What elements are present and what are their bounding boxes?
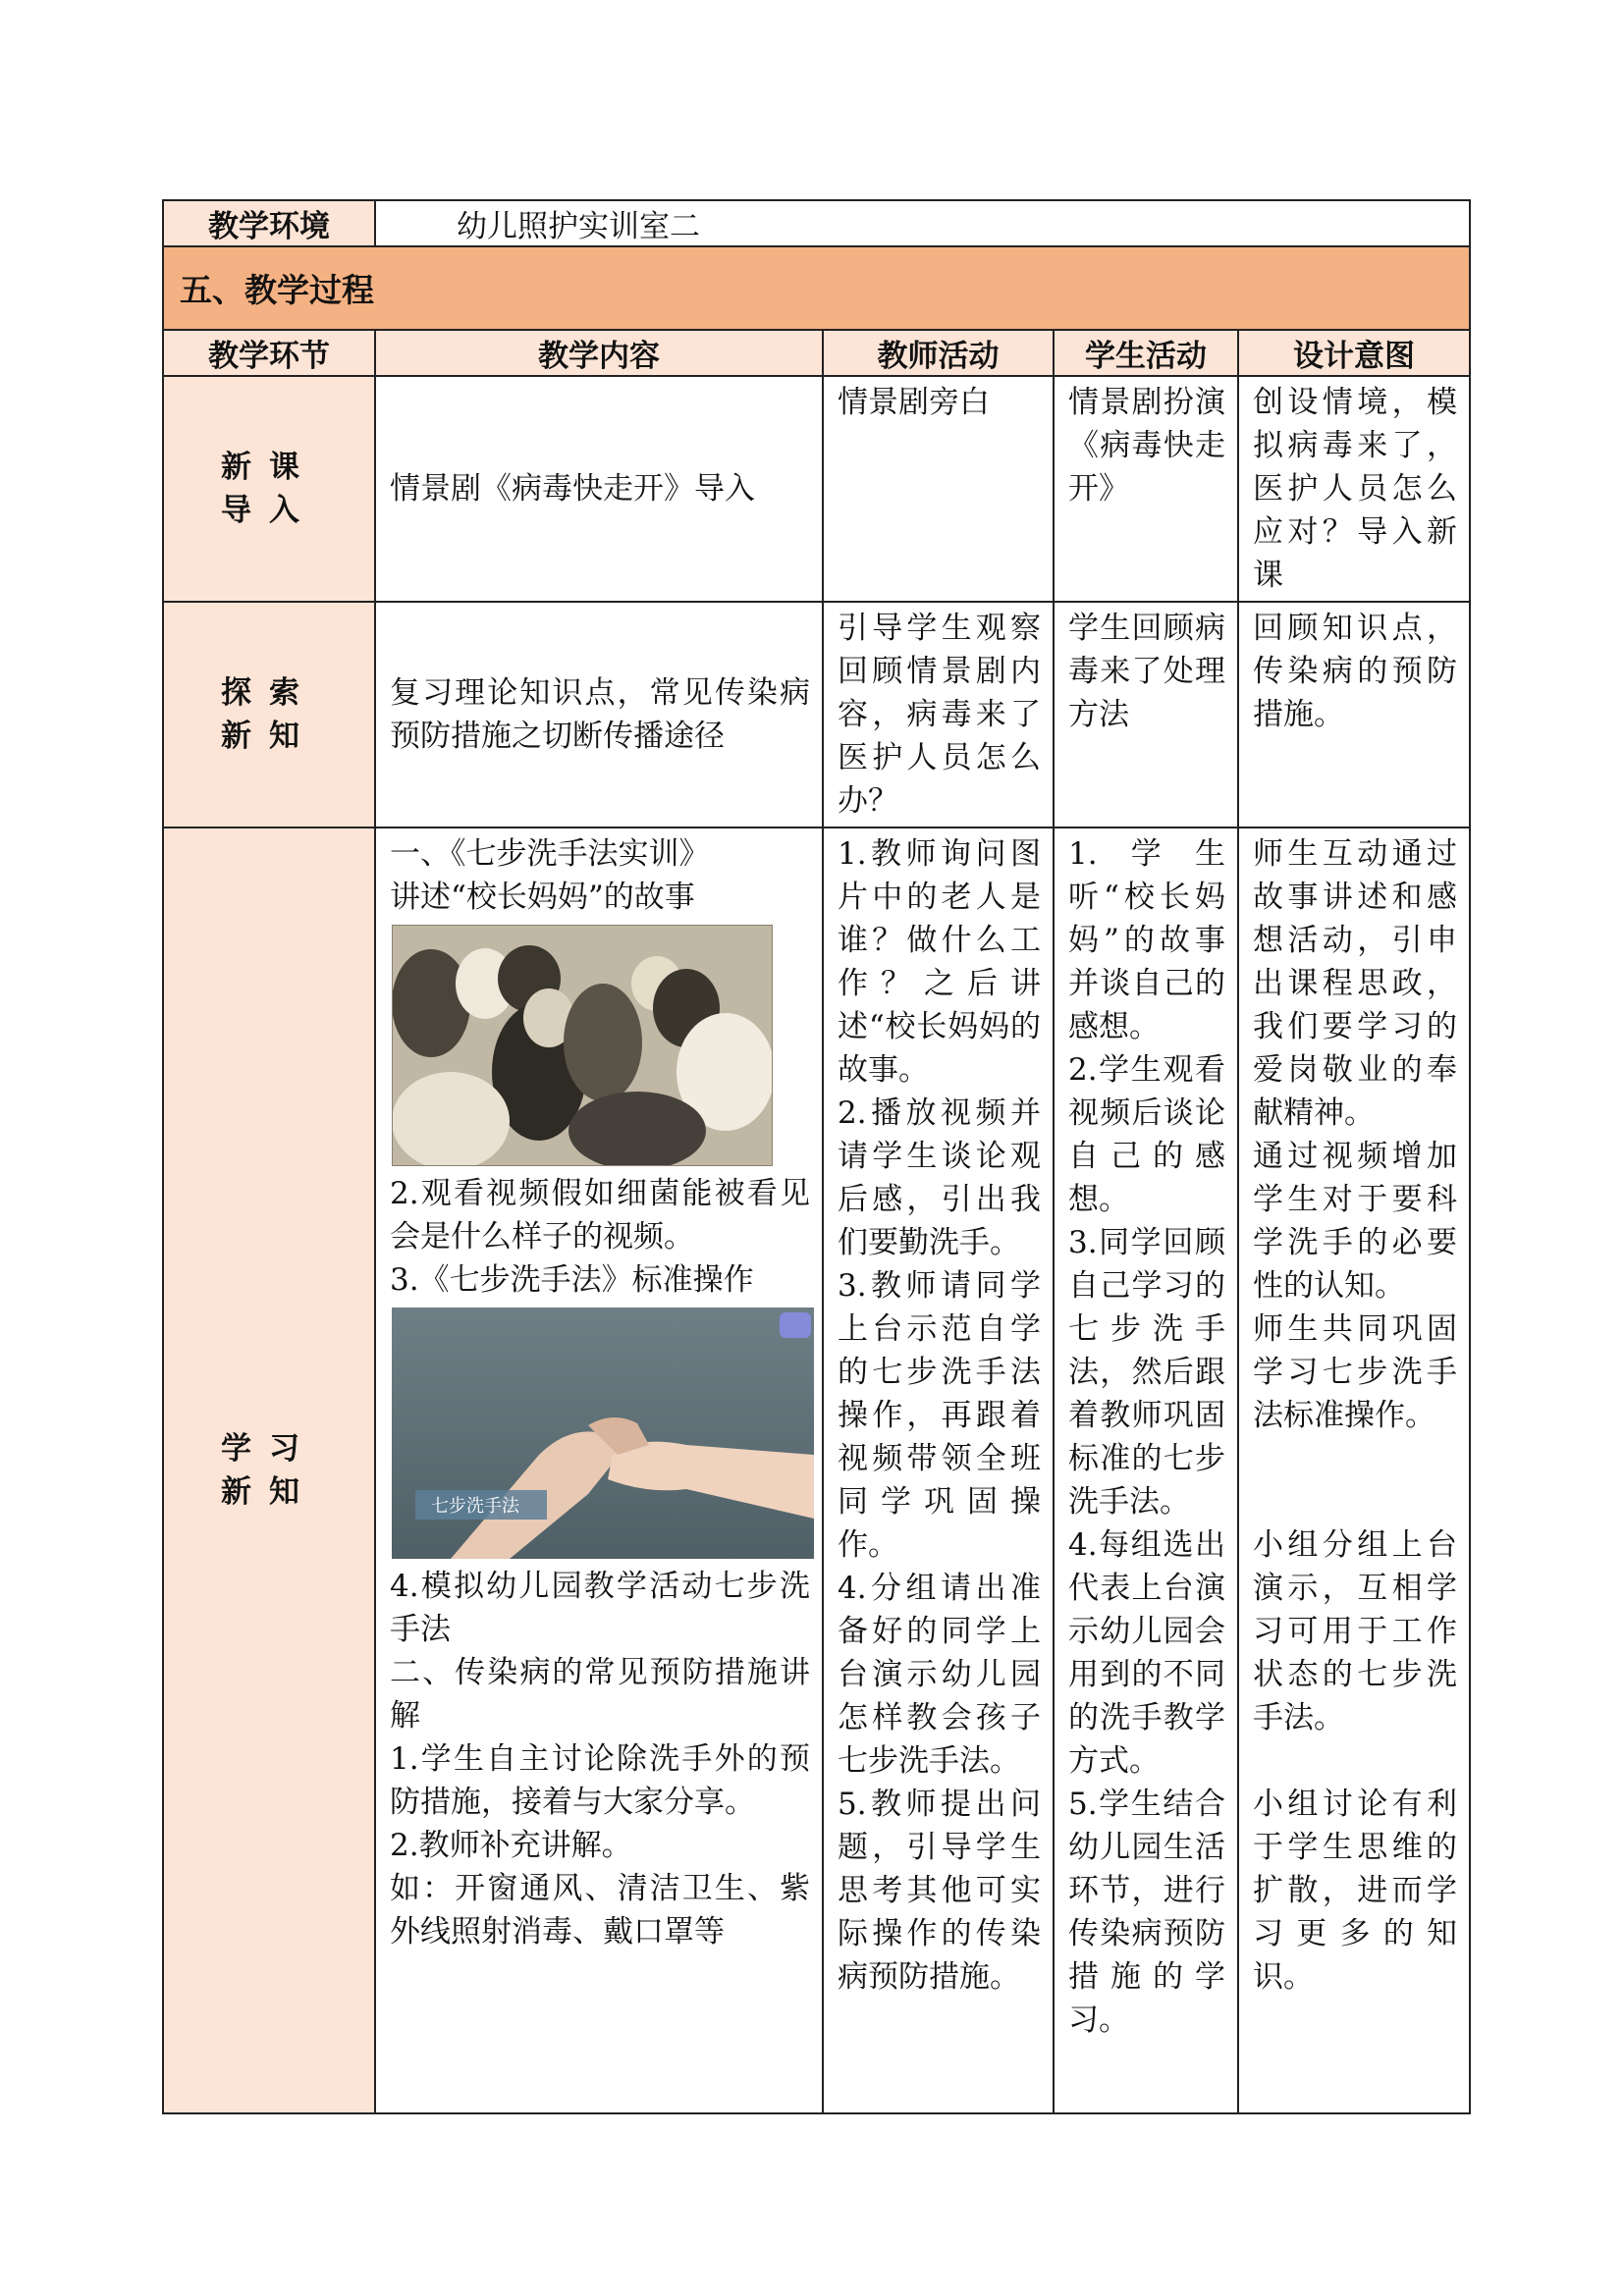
col-header-intent: 设计意图 <box>1238 330 1470 376</box>
section-title: 五、教学过程 <box>163 246 1470 330</box>
content-item: 1.学生自主讨论除洗手外的预防措施，接着与大家分享。 <box>390 1741 810 1820</box>
table-row <box>163 828 1470 2113</box>
content-item: 讲述“校长妈妈”的故事 <box>390 880 695 915</box>
stage-line: 新知 <box>221 719 317 754</box>
env-row <box>163 200 1470 246</box>
section-row <box>163 246 1470 330</box>
teacher-cell <box>823 828 1054 2113</box>
student-step: 1.学生听“校长妈妈”的故事并谈自己的感想。 <box>1068 836 1225 1044</box>
student-cell: 学生回顾病毒来了处理方法 <box>1054 602 1238 828</box>
teacher-step: 1.教师询问图片中的老人是谁？做什么工作？之后讲述“校长妈妈的故事。 <box>838 836 1041 1088</box>
teacher-cell: 引导学生观察回顾情景剧内容，病毒来了医护人员怎么办？ <box>823 602 1054 828</box>
spacer <box>1253 1437 1457 1480</box>
teacher-step: 5.教师提出问题，引导学生思考其他可实际操作的传染病预防措施。 <box>838 1787 1041 1995</box>
spacer <box>1253 1480 1457 1523</box>
teacher-step: 3.教师请同学上台示范自学的七步洗手法操作，再跟着视频带领全班同学巩固操作。 <box>838 1268 1041 1563</box>
content-item: 2.观看视频假如细菌能被看见会是什么样子的视频。 <box>390 1176 810 1255</box>
lesson-plan-sheet <box>162 199 1471 2114</box>
stage-line: 导入 <box>221 493 317 528</box>
stage-cell <box>163 828 375 2113</box>
content-heading: 二、传染病的常见预防措施讲解 <box>390 1655 810 1734</box>
student-step: 5.学生结合幼儿园生活环节，进行传染病预防措施的学习。 <box>1068 1787 1225 2038</box>
stage-line: 学习 <box>221 1431 317 1467</box>
stage-line: 新课 <box>221 450 317 485</box>
content-cell: 复习理论知识点，常见传染病预防措施之切断传播途径 <box>375 602 823 828</box>
handwashing-video-still <box>392 1308 814 1559</box>
intent-item: 师生互动通过故事讲述和感想活动，引申出课程思政，我们要学习的爱岗敬业的奉献精神。 <box>1253 836 1457 1131</box>
stage-cell <box>163 376 375 602</box>
teaching-process-table <box>162 199 1471 2114</box>
env-label: 教学环境 <box>163 200 375 246</box>
stage-line: 新知 <box>221 1474 317 1510</box>
intent-item: 通过视频增加学生对于要科学洗手的必要性的认知。 <box>1253 1139 1457 1304</box>
teacher-step: 2.播放视频并请学生谈论观后感，引出我们要勤洗手。 <box>838 1095 1041 1260</box>
stage-cell <box>163 602 375 828</box>
col-header-content: 教学内容 <box>375 330 823 376</box>
col-header-student: 学生活动 <box>1054 330 1238 376</box>
column-header-row <box>163 330 1470 376</box>
content-item: 4.模拟幼儿园教学活动七步洗手法 <box>390 1569 810 1647</box>
student-step: 2.学生观看视频后谈论自己的感想。 <box>1068 1052 1225 1217</box>
intent-cell <box>1238 828 1470 2113</box>
student-cell <box>1054 828 1238 2113</box>
intent-cell: 回顾知识点，传染病的预防措施。 <box>1238 602 1470 828</box>
teacher-step: 4.分组请出准备好的同学上台演示幼儿园怎样教会孩子七步洗手法。 <box>838 1571 1041 1779</box>
content-cell <box>375 828 823 2113</box>
intent-item: 小组讨论有利于学生思维的扩散，进而学习更多的知识。 <box>1253 1787 1457 1995</box>
intent-item: 师生共同巩固学习七步洗手法标准操作。 <box>1253 1311 1457 1433</box>
table-row <box>163 602 1470 828</box>
video-caption: 七步洗手法 <box>431 1496 519 1517</box>
col-header-teacher: 教师活动 <box>823 330 1054 376</box>
spacer <box>1253 1739 1457 1783</box>
teacher-cell: 情景剧旁白 <box>823 376 1054 602</box>
content-cell: 情景剧《病毒快走开》导入 <box>375 376 823 602</box>
content-heading: 一、《七步洗手法实训》 <box>390 836 710 872</box>
env-value: 幼儿照护实训室二 <box>375 200 1470 246</box>
student-step: 4.每组选出代表上台演示幼儿园会用到的不同的洗手教学方式。 <box>1068 1527 1225 1779</box>
student-step: 3.同学回顾自己学习的七步洗手法，然后跟着教师巩固标准的七步洗手法。 <box>1068 1225 1225 1520</box>
stage-line: 探索 <box>221 675 317 711</box>
student-cell: 情景剧扮演《病毒快走开》 <box>1054 376 1238 602</box>
intent-cell: 创设情境，模拟病毒来了，医护人员怎么应对？导入新课 <box>1238 376 1470 602</box>
col-header-stage: 教学环节 <box>163 330 375 376</box>
content-item: 如：开窗通风、清洁卫生、紫外线照射消毒、戴口罩等 <box>390 1871 810 1949</box>
content-item: 3.《七步洗手法》标准操作 <box>390 1262 754 1298</box>
table-row <box>163 376 1470 602</box>
principal-mother-photo <box>392 925 773 1166</box>
intent-item: 小组分组上台演示，互相学习可用于工作状态的七步洗手法。 <box>1253 1527 1457 1735</box>
content-item: 2.教师补充讲解。 <box>390 1828 632 1863</box>
